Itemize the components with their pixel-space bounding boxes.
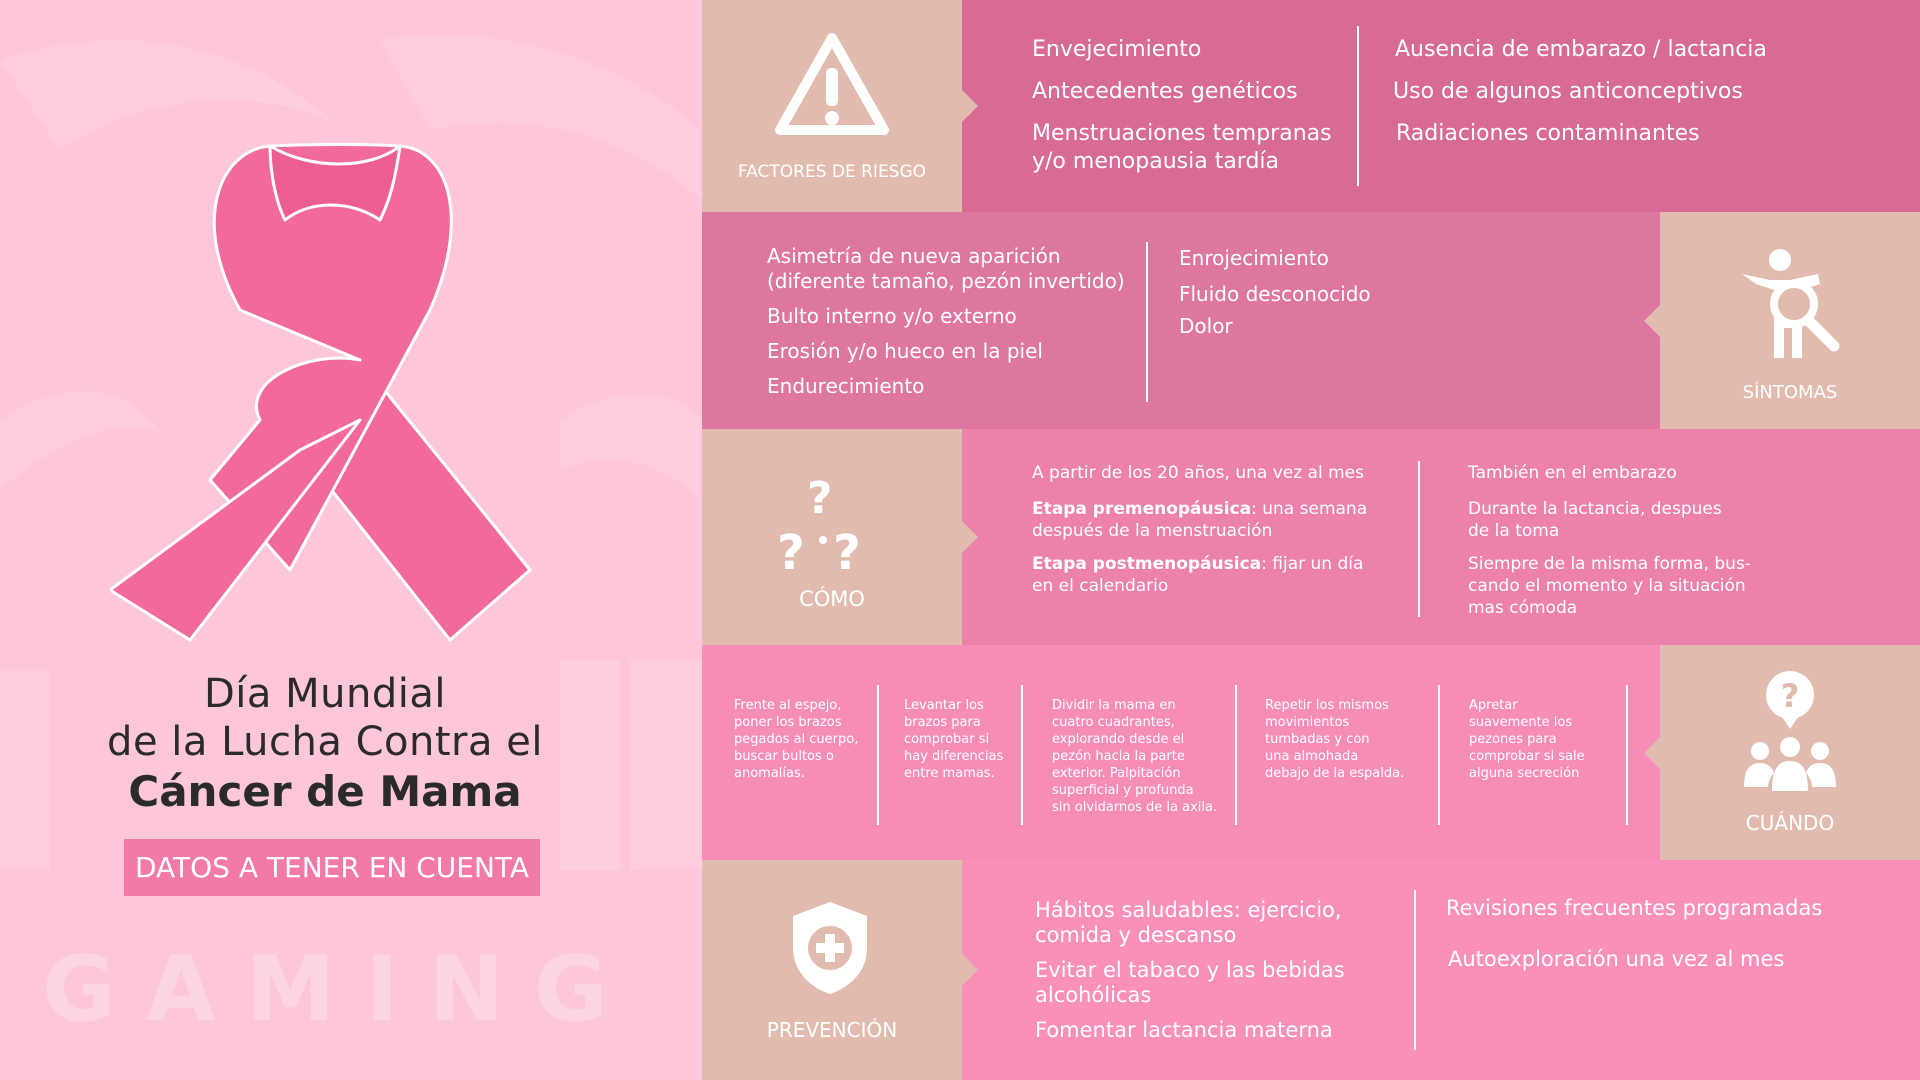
prevencion-col2-item1: Revisiones frecuentes programadas	[1446, 896, 1823, 920]
cuando-step-3-line: superficial y profunda	[1052, 783, 1194, 798]
como-col2-item3b: cando el momento y la situación	[1468, 576, 1746, 596]
sintomas-col1-item1a: Asimetría de nueva aparición	[767, 244, 1061, 268]
factores-row	[702, 0, 1920, 212]
como-col2-item2a: Durante la lactancia, despues	[1468, 499, 1722, 519]
como-col2-item1: También en el embarazo	[1468, 463, 1677, 483]
cuando-step-2-line: hay diferencias	[904, 749, 1004, 764]
cuando-step-1-line: buscar bultos o	[734, 749, 834, 764]
cuando-step-2-line: comprobar si	[904, 732, 990, 747]
sintomas-divider	[1146, 242, 1148, 402]
svg-text:?: ?	[1780, 677, 1800, 715]
sintomas-col1-item2: Bulto interno y/o externo	[767, 304, 1017, 328]
sintomas-arrow	[1644, 305, 1660, 337]
sintomas-col2-item2: Fluido desconocido	[1179, 282, 1371, 306]
como-label: CÓMO	[799, 587, 865, 611]
como-col2-item3c: mas cómoda	[1468, 598, 1578, 618]
title-line-1: Día Mundial	[204, 671, 446, 717]
cuando-step-4-line: tumbadas y con	[1265, 732, 1370, 747]
prevencion-divider	[1414, 890, 1416, 1050]
sintomas-col1-item1b: (diferente tamaño, pezón invertido)	[767, 269, 1125, 293]
sintomas-label: SÍNTOMAS	[1742, 382, 1838, 403]
factores-col2-item1: Ausencia de embarazo / lactancia	[1395, 37, 1767, 62]
person-magnifier-icon	[1738, 248, 1842, 366]
cuando-step-3-line: Dividir la mama en	[1052, 698, 1176, 713]
factores-col1-item3a: Menstruaciones tempranas	[1032, 121, 1332, 146]
cuando-step-3	[1052, 697, 1217, 816]
cuando-step-4	[1265, 697, 1404, 782]
factores-col1-item3b: y/o menopausia tardía	[1032, 149, 1280, 174]
cuando-step-5-line: pezones para	[1469, 732, 1557, 747]
como-col1-item2	[1032, 498, 1367, 520]
prevencion-label: PREVENCIÓN	[766, 1018, 898, 1042]
cuando-step-5-line: alguna secreción	[1469, 766, 1580, 781]
cuando-row	[702, 645, 1920, 860]
sintomas-col1-item3: Erosión y/o hueco en la piel	[767, 339, 1043, 363]
question-marks-icon	[777, 473, 887, 577]
watermark-text: GAMING	[42, 937, 638, 1042]
group-question-icon	[1740, 669, 1840, 793]
sintomas-col2-item1: Enrojecimiento	[1179, 246, 1329, 270]
cuando-step-4-line: movimientos	[1265, 715, 1350, 730]
como-col1-item1: A partir de los 20 años, una vez al mes	[1032, 463, 1364, 483]
cuando-divider-4	[1438, 685, 1440, 825]
como-premenopausica-rest: : una semana	[1251, 499, 1368, 519]
como-col2-item3a: Siempre de la misma forma, bus-	[1468, 554, 1751, 574]
svg-text:?: ?	[833, 525, 861, 577]
prevencion-col1-item1a: Hábitos saludables: ejercicio,	[1035, 898, 1342, 922]
cuando-step-2-line: Levantar los	[904, 698, 984, 713]
sintomas-row	[702, 212, 1920, 429]
cuando-step-4-line: una almohada	[1265, 749, 1359, 764]
cuando-step-2	[904, 697, 1003, 782]
svg-text:?: ?	[807, 473, 833, 524]
cuando-step-1-line: pegados al cuerpo,	[734, 732, 859, 747]
cuando-step-3-line: pezón hacia la parte	[1052, 749, 1185, 764]
factores-col2-item2: Uso de algunos anticonceptivos	[1393, 79, 1743, 104]
intro-panel	[0, 0, 702, 1080]
warning-icon	[772, 30, 892, 142]
factores-icon-box	[702, 0, 962, 212]
prevencion-icon-box	[702, 860, 962, 1080]
como-icon-box	[702, 429, 962, 645]
como-arrow	[962, 521, 978, 553]
cuando-step-2-line: brazos para	[904, 715, 981, 730]
data-badge: DATOS A TENER EN CUENTA	[124, 839, 540, 896]
cuando-step-4-line: debajo de la espalda.	[1265, 766, 1405, 781]
prevencion-arrow	[962, 954, 978, 986]
title-block	[80, 670, 570, 818]
cuando-step-5	[1469, 697, 1585, 782]
como-divider	[1418, 461, 1420, 617]
cuando-step-5-line: Apretar	[1469, 698, 1518, 713]
prevencion-col1-item1b: comida y descanso	[1035, 923, 1237, 947]
cuando-step-3-line: exterior. Palpitación	[1052, 766, 1181, 781]
cuando-step-3-line: sin olvidarnos de la axila.	[1052, 800, 1218, 815]
como-premenopausica: Etapa premenopáusica	[1032, 499, 1252, 519]
cuando-step-3-line: cuatro cuadrantes,	[1052, 715, 1175, 730]
prevencion-col2-item2: Autoexploración una vez al mes	[1448, 947, 1785, 971]
sintomas-col1-item4: Endurecimiento	[767, 374, 925, 398]
cuando-step-1-line: Frente al espejo,	[734, 698, 842, 713]
cuando-step-1-line: poner los brazos	[734, 715, 842, 730]
cuando-step-1-line: anomalías.	[734, 766, 805, 781]
como-col1-item3-line2: en el calendario	[1032, 576, 1169, 596]
shield-plus-icon	[791, 900, 869, 996]
cuando-step-1	[734, 697, 858, 782]
como-postmenopausica-rest: : fijar un día	[1261, 554, 1364, 574]
como-col1-item3	[1032, 553, 1363, 575]
factores-col1-item2: Antecedentes genéticos	[1032, 79, 1298, 104]
cuando-icon-box	[1660, 645, 1920, 860]
factores-label: FACTORES DE RIESGO	[737, 162, 927, 182]
factores-arrow	[962, 90, 978, 122]
cuando-step-2-line: entre mamas.	[904, 766, 995, 781]
como-col1-item2-line2: después de la menstruación	[1032, 521, 1273, 541]
cuando-arrow	[1644, 737, 1660, 769]
cuando-divider-2	[1021, 685, 1023, 825]
pink-ribbon-icon	[110, 130, 550, 650]
prevencion-col1-item2b: alcohólicas	[1035, 983, 1152, 1007]
sintomas-icon-box	[1660, 212, 1920, 429]
como-postmenopausica: Etapa postmenopáusica	[1032, 554, 1262, 574]
como-col2-item2b: de la toma	[1468, 521, 1560, 541]
cuando-step-4-line: Repetir los mismos	[1265, 698, 1389, 713]
cuando-divider-3	[1235, 685, 1237, 825]
factores-col1-item1: Envejecimiento	[1032, 37, 1202, 62]
sintomas-col2-item3: Dolor	[1179, 314, 1233, 338]
factores-col2-item3: Radiaciones contaminantes	[1396, 121, 1700, 146]
prevencion-col1-item3: Fomentar lactancia materna	[1035, 1018, 1333, 1042]
cuando-divider-1	[877, 685, 879, 825]
title-line-2: de la Lucha Contra el	[107, 719, 543, 765]
cuando-label: CUÁNDO	[1745, 811, 1835, 835]
title-bold: Cáncer de Mama	[128, 767, 522, 816]
cuando-step-3-line: explorando desde el	[1052, 732, 1185, 747]
prevencion-row	[702, 860, 1920, 1080]
cuando-divider-5	[1626, 685, 1628, 825]
svg-text:?: ?	[777, 525, 805, 577]
factores-divider	[1357, 26, 1359, 186]
como-row	[702, 429, 1920, 645]
cuando-step-5-line: comprobar si sale	[1469, 749, 1585, 764]
prevencion-col1-item2a: Evitar el tabaco y las bebidas	[1035, 958, 1345, 982]
cuando-step-5-line: suavemente los	[1469, 715, 1573, 730]
